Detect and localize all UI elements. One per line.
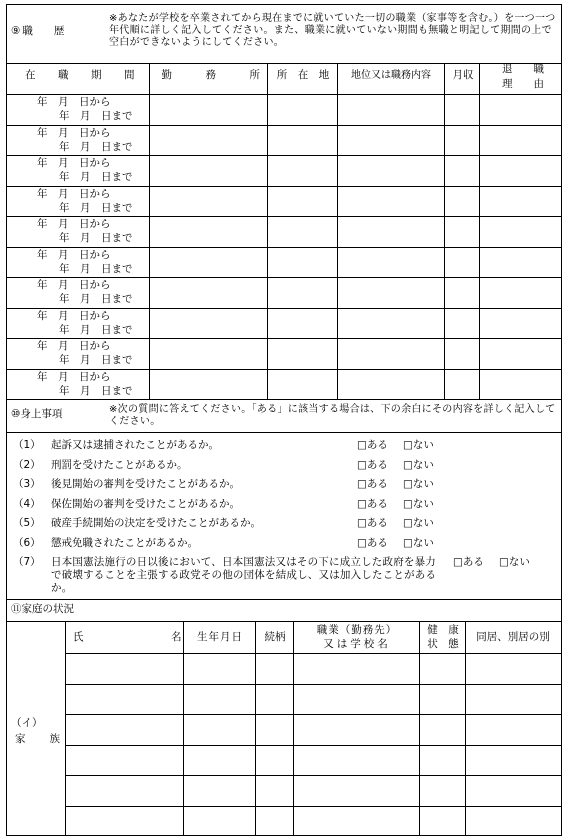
location-cell[interactable] <box>268 156 336 184</box>
family-job-cell[interactable] <box>294 685 418 713</box>
career-row-to: 年 月 日まで <box>59 201 133 214</box>
salary-cell[interactable] <box>445 217 478 245</box>
column-header-relation: 続柄 <box>264 631 286 643</box>
family-heading <box>11 603 74 616</box>
question-text: 懲戒免職されたことがあるか。 <box>51 536 198 549</box>
career-row-from: 年 月 日から <box>37 279 111 291</box>
column-header-job-top: 職業（勤務先） <box>316 624 398 636</box>
family-birth-cell[interactable] <box>184 807 254 835</box>
reason-cell[interactable] <box>480 187 560 215</box>
column-header-name-right: 名 <box>171 631 182 643</box>
personal-note: ※次の質問に答えてください。「ある」に該当する場合は、下の余白にその内容を詳しく記入してください。 <box>109 404 556 427</box>
family-cohabit-cell[interactable] <box>466 685 560 713</box>
answer-nai-checkbox[interactable]: □ない <box>403 497 434 510</box>
personal-heading-label: 身上事項 <box>20 408 63 420</box>
family-relation-cell[interactable] <box>256 654 292 682</box>
answer-nai-checkbox[interactable]: □ない <box>403 536 434 549</box>
career-row-from: 年 月 日から <box>37 126 111 139</box>
position-cell[interactable] <box>338 370 443 398</box>
family-health-cell[interactable] <box>420 715 464 743</box>
column-header-health-bottom: 状 態 <box>427 638 459 650</box>
answer-aru-checkbox[interactable]: □ある <box>357 478 388 490</box>
family-cohabit-cell[interactable] <box>466 746 560 774</box>
location-cell[interactable] <box>268 126 336 154</box>
career-row-from: 年 月 日から <box>37 248 111 261</box>
family-birth-cell[interactable] <box>184 715 254 743</box>
family-heading-label: 家庭の状況 <box>21 603 74 615</box>
reason-cell[interactable] <box>480 95 560 123</box>
reason-cell[interactable] <box>480 156 560 184</box>
family-job-cell[interactable] <box>294 776 418 804</box>
location-cell[interactable] <box>268 370 336 398</box>
location-cell[interactable] <box>268 187 336 215</box>
answer-nai-checkbox[interactable]: □ない <box>403 458 434 471</box>
career-row-to: 年 月 日まで <box>59 110 133 122</box>
reason-cell[interactable] <box>480 126 560 154</box>
answer-aru-checkbox[interactable]: □ある <box>357 497 388 510</box>
reason-cell[interactable] <box>480 339 560 367</box>
column-header-workplace: 勤 務 所 <box>161 69 261 81</box>
career-row-to: 年 月 日まで <box>59 384 133 397</box>
answer-aru-checkbox[interactable]: □ある <box>357 517 388 529</box>
family-heading-number: ⑪ <box>11 603 22 615</box>
column-header-cohabit: 同居、別居の別 <box>476 631 550 643</box>
family-name-cell[interactable] <box>66 746 182 774</box>
salary-cell[interactable] <box>445 339 478 367</box>
family-cohabit-cell[interactable] <box>466 654 560 682</box>
answer-nai-checkbox[interactable]: □ない <box>499 556 530 568</box>
family-cohabit-cell[interactable] <box>466 715 560 743</box>
family-relation-cell[interactable] <box>256 685 292 713</box>
application-form <box>6 4 562 836</box>
family-health-cell[interactable] <box>420 746 464 774</box>
family-birth-cell[interactable] <box>184 685 254 713</box>
workplace-cell[interactable] <box>150 126 266 154</box>
position-cell[interactable] <box>338 187 443 215</box>
salary-cell[interactable] <box>445 370 478 398</box>
workplace-cell[interactable] <box>150 309 266 337</box>
column-header-reason-bottom: 理 由 <box>502 78 544 90</box>
career-heading-label: 職 歴 <box>22 25 65 37</box>
question-text: 刑罰を受けたことがあるか。 <box>51 458 188 471</box>
question-text: 後見開始の審判を受けたことがあるか。 <box>51 478 240 490</box>
position-cell[interactable] <box>338 248 443 276</box>
answer-aru-checkbox[interactable]: □ある <box>357 536 388 549</box>
divider <box>7 599 561 600</box>
question-number: （2） <box>13 458 41 471</box>
family-job-cell[interactable] <box>294 654 418 682</box>
answer-nai-checkbox[interactable]: □ない <box>403 517 434 529</box>
column-header-location: 所 在 地 <box>276 69 330 81</box>
career-row-to: 年 月 日まで <box>59 140 133 153</box>
reason-cell[interactable] <box>480 217 560 245</box>
question-number: （6） <box>13 536 41 549</box>
question-number: （1） <box>13 439 41 451</box>
salary-cell[interactable] <box>445 309 478 337</box>
family-health-cell[interactable] <box>420 685 464 713</box>
family-health-cell[interactable] <box>420 807 464 835</box>
family-job-cell[interactable] <box>294 715 418 743</box>
workplace-cell[interactable] <box>150 187 266 215</box>
family-birth-cell[interactable] <box>184 776 254 804</box>
family-name-cell[interactable] <box>66 807 182 835</box>
question-number: （5） <box>13 517 41 529</box>
career-row-to: 年 月 日まで <box>59 323 133 336</box>
career-row-to: 年 月 日まで <box>59 354 133 366</box>
family-health-cell[interactable] <box>420 776 464 804</box>
family-cohabit-cell[interactable] <box>466 807 560 835</box>
column-header-health-top: 健 康 <box>427 624 459 636</box>
position-cell[interactable] <box>338 156 443 184</box>
career-row-from: 年 月 日から <box>37 370 111 383</box>
workplace-cell[interactable] <box>150 95 266 123</box>
position-cell[interactable] <box>338 278 443 306</box>
workplace-cell[interactable] <box>150 370 266 398</box>
salary-cell[interactable] <box>445 187 478 215</box>
family-job-cell[interactable] <box>294 746 418 774</box>
location-cell[interactable] <box>268 217 336 245</box>
location-cell[interactable] <box>268 95 336 123</box>
column-header-birth: 生年月日 <box>197 631 243 643</box>
answer-aru-checkbox[interactable]: □ある <box>453 556 484 568</box>
salary-cell[interactable] <box>445 126 478 154</box>
divider <box>7 399 561 400</box>
family-job-cell[interactable] <box>294 807 418 835</box>
question-number: （3） <box>13 478 41 490</box>
family-relation-cell[interactable] <box>256 715 292 743</box>
question-number: （4） <box>13 497 41 510</box>
family-cohabit-cell[interactable] <box>466 776 560 804</box>
divider <box>7 63 561 64</box>
career-row-to: 年 月 日まで <box>59 293 133 305</box>
family-relation-cell[interactable] <box>256 807 292 835</box>
question-text: 保佐開始の審判を受けたことがあるか。 <box>51 497 240 510</box>
salary-cell[interactable] <box>445 248 478 276</box>
position-cell[interactable] <box>338 339 443 367</box>
workplace-cell[interactable] <box>150 217 266 245</box>
answer-nai-checkbox[interactable]: □ない <box>403 478 434 490</box>
position-cell[interactable] <box>338 126 443 154</box>
question-number: （7） <box>13 556 41 568</box>
question-text: 破産手続開始の決定を受けたことがあるか。 <box>51 517 261 529</box>
family-birth-cell[interactable] <box>184 746 254 774</box>
position-cell[interactable] <box>338 217 443 245</box>
family-relation-cell[interactable] <box>256 776 292 804</box>
column-header-period: 在 職 期 間 <box>25 69 135 81</box>
workplace-cell[interactable] <box>150 248 266 276</box>
career-heading-number: ⑨ <box>11 25 21 37</box>
workplace-cell[interactable] <box>150 278 266 306</box>
family-name-cell[interactable] <box>66 715 182 743</box>
column-header-name-left: 氏 <box>73 631 84 643</box>
career-note: ※あなたが学校を卒業されてから現在までに就いていた一切の職業（家事等を含む。）を一つ一つ年代順に詳しく記入してください。また、職業に就いていない期間も無職と明記して期間の上で空白ができないようにしてください。 <box>109 13 556 48</box>
question-text: 起訴又は逮捕されたことがあるか。 <box>51 439 219 451</box>
personal-heading-number: ⑩ <box>11 408 21 420</box>
career-row-from: 年 月 日から <box>37 309 111 322</box>
workplace-cell[interactable] <box>150 339 266 367</box>
reason-cell[interactable] <box>480 370 560 398</box>
family-side-label-top: （イ） <box>11 717 43 729</box>
family-name-cell[interactable] <box>66 776 182 804</box>
personal-heading <box>11 408 62 421</box>
location-cell[interactable] <box>268 278 336 306</box>
reason-cell[interactable] <box>480 278 560 306</box>
family-name-cell[interactable] <box>66 654 182 682</box>
answer-nai-checkbox[interactable]: □ない <box>403 439 434 451</box>
family-name-cell[interactable] <box>66 685 182 713</box>
salary-cell[interactable] <box>445 156 478 184</box>
location-cell[interactable] <box>268 248 336 276</box>
career-row-from: 年 月 日から <box>37 187 111 200</box>
family-birth-cell[interactable] <box>184 654 254 682</box>
career-heading <box>11 25 64 38</box>
career-row-from: 年 月 日から <box>37 340 111 352</box>
salary-cell[interactable] <box>445 95 478 123</box>
location-cell[interactable] <box>268 309 336 337</box>
family-relation-cell[interactable] <box>256 746 292 774</box>
career-row-from: 年 月 日から <box>37 96 111 108</box>
answer-aru-checkbox[interactable]: □ある <box>357 439 388 451</box>
answer-aru-checkbox[interactable]: □ある <box>357 458 388 471</box>
location-cell[interactable] <box>268 339 336 367</box>
family-health-cell[interactable] <box>420 654 464 682</box>
workplace-cell[interactable] <box>150 156 266 184</box>
position-cell[interactable] <box>338 95 443 123</box>
position-cell[interactable] <box>338 309 443 337</box>
career-row-from: 年 月 日から <box>37 218 111 230</box>
career-row-from: 年 月 日から <box>37 157 111 169</box>
career-row-to: 年 月 日まで <box>59 232 133 244</box>
divider <box>7 621 561 622</box>
career-row-to: 年 月 日まで <box>59 171 133 183</box>
column-header-position: 地位又は職務内容 <box>351 70 431 81</box>
question-text: 日本国憲法施行の日以後において、日本国憲法又はその下に成立した政府を暴力で破壊することを主張する政党その他の団体を結成し、又は加入したことがあるか。 <box>51 556 437 594</box>
column-header-reason-top: 退 職 <box>502 63 544 75</box>
reason-cell[interactable] <box>480 248 560 276</box>
column-header-job-bottom: 又は学校名 <box>323 638 391 650</box>
salary-cell[interactable] <box>445 278 478 306</box>
career-row-to: 年 月 日まで <box>59 262 133 275</box>
column-header-salary: 月収 <box>452 69 474 81</box>
reason-cell[interactable] <box>480 309 560 337</box>
divider <box>7 432 561 433</box>
family-side-label-bottom: 家 族 <box>15 733 61 745</box>
